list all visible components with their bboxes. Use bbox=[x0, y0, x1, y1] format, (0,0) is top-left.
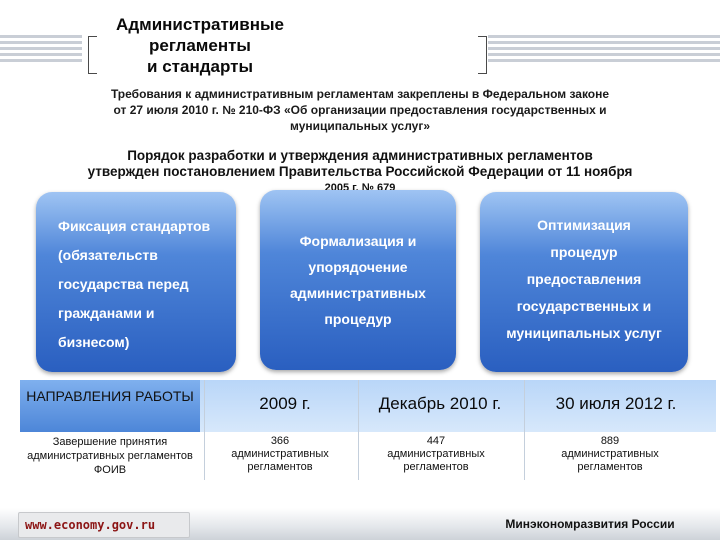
value-unit: административных регламентов bbox=[387, 448, 485, 473]
table-row-label: Завершение принятия административных регламентов ФОИВ bbox=[27, 436, 193, 476]
card-text bbox=[480, 212, 688, 347]
card-line: предоставления bbox=[526, 271, 642, 287]
card-line: процедур bbox=[550, 244, 618, 260]
requirements-line: муниципальных услуг» bbox=[289, 119, 431, 133]
title-line: регламенты bbox=[149, 36, 251, 55]
card-line: государственных и bbox=[516, 298, 652, 314]
header-stripes-left bbox=[0, 35, 82, 65]
table-value-dec-2010 bbox=[366, 435, 506, 474]
value-unit: административных регламентов bbox=[231, 448, 329, 473]
order-line: Порядок разработки и утверждения административных регламентов bbox=[127, 148, 593, 163]
card-line: процедур bbox=[324, 311, 392, 327]
table-divider bbox=[358, 380, 359, 480]
page-title bbox=[100, 14, 300, 77]
order-text bbox=[20, 148, 700, 190]
card-line: упорядочение bbox=[308, 259, 408, 275]
table-header-dec-2010: Декабрь 2010 г. bbox=[378, 394, 502, 413]
ministry-label: Минэкономразвития России bbox=[505, 517, 675, 531]
value-count: 447 bbox=[426, 435, 446, 447]
requirements-line: от 27 июля 2010 г. № 210-ФЗ «Об организации предоставления государственных и bbox=[113, 103, 607, 117]
order-line: 2005 г. № 679 bbox=[324, 182, 396, 190]
title-bracket-right bbox=[478, 36, 487, 74]
header-stripes-right bbox=[488, 35, 720, 65]
table-header-jul-2012: 30 июля 2012 г. bbox=[555, 394, 677, 413]
order-line: утвержден постановлением Правительства Российской Федерации от 11 ноября bbox=[87, 164, 633, 179]
card-line: Оптимизация bbox=[537, 217, 631, 233]
requirements-line: Требования к административным регламентам закреплены в Федеральном законе bbox=[110, 87, 610, 101]
card-line: муниципальных услуг bbox=[506, 325, 662, 341]
card-line: бизнесом) bbox=[58, 334, 130, 350]
card-line: административных bbox=[290, 285, 426, 301]
card-text bbox=[58, 212, 210, 357]
value-count: 889 bbox=[600, 435, 620, 447]
card-line: Фиксация стандартов bbox=[58, 218, 211, 234]
requirements-text bbox=[40, 86, 680, 134]
card-line: гражданами и bbox=[58, 305, 155, 321]
table-value-jul-2012 bbox=[540, 435, 680, 474]
table-header-directions: НАПРАВЛЕНИЯ РАБОТЫ bbox=[20, 380, 200, 432]
card-standards bbox=[36, 192, 236, 372]
table-divider bbox=[204, 380, 205, 480]
card-text bbox=[260, 228, 456, 332]
title-line: Административные bbox=[116, 15, 284, 34]
site-link[interactable]: www.economy.gov.ru bbox=[18, 512, 190, 538]
card-line: (обязательств bbox=[58, 247, 158, 263]
title-bracket-left bbox=[88, 36, 97, 74]
value-unit: административных регламентов bbox=[561, 448, 659, 473]
value-count: 366 bbox=[270, 435, 290, 447]
card-line: Формализация и bbox=[299, 233, 417, 249]
title-line: и стандарты bbox=[147, 57, 253, 76]
table-divider bbox=[524, 380, 525, 480]
table-value-2009 bbox=[210, 435, 350, 474]
card-formalization bbox=[260, 190, 456, 370]
card-optimization bbox=[480, 192, 688, 372]
card-line: государства перед bbox=[58, 276, 189, 292]
table-header-2009: 2009 г. bbox=[259, 394, 311, 413]
